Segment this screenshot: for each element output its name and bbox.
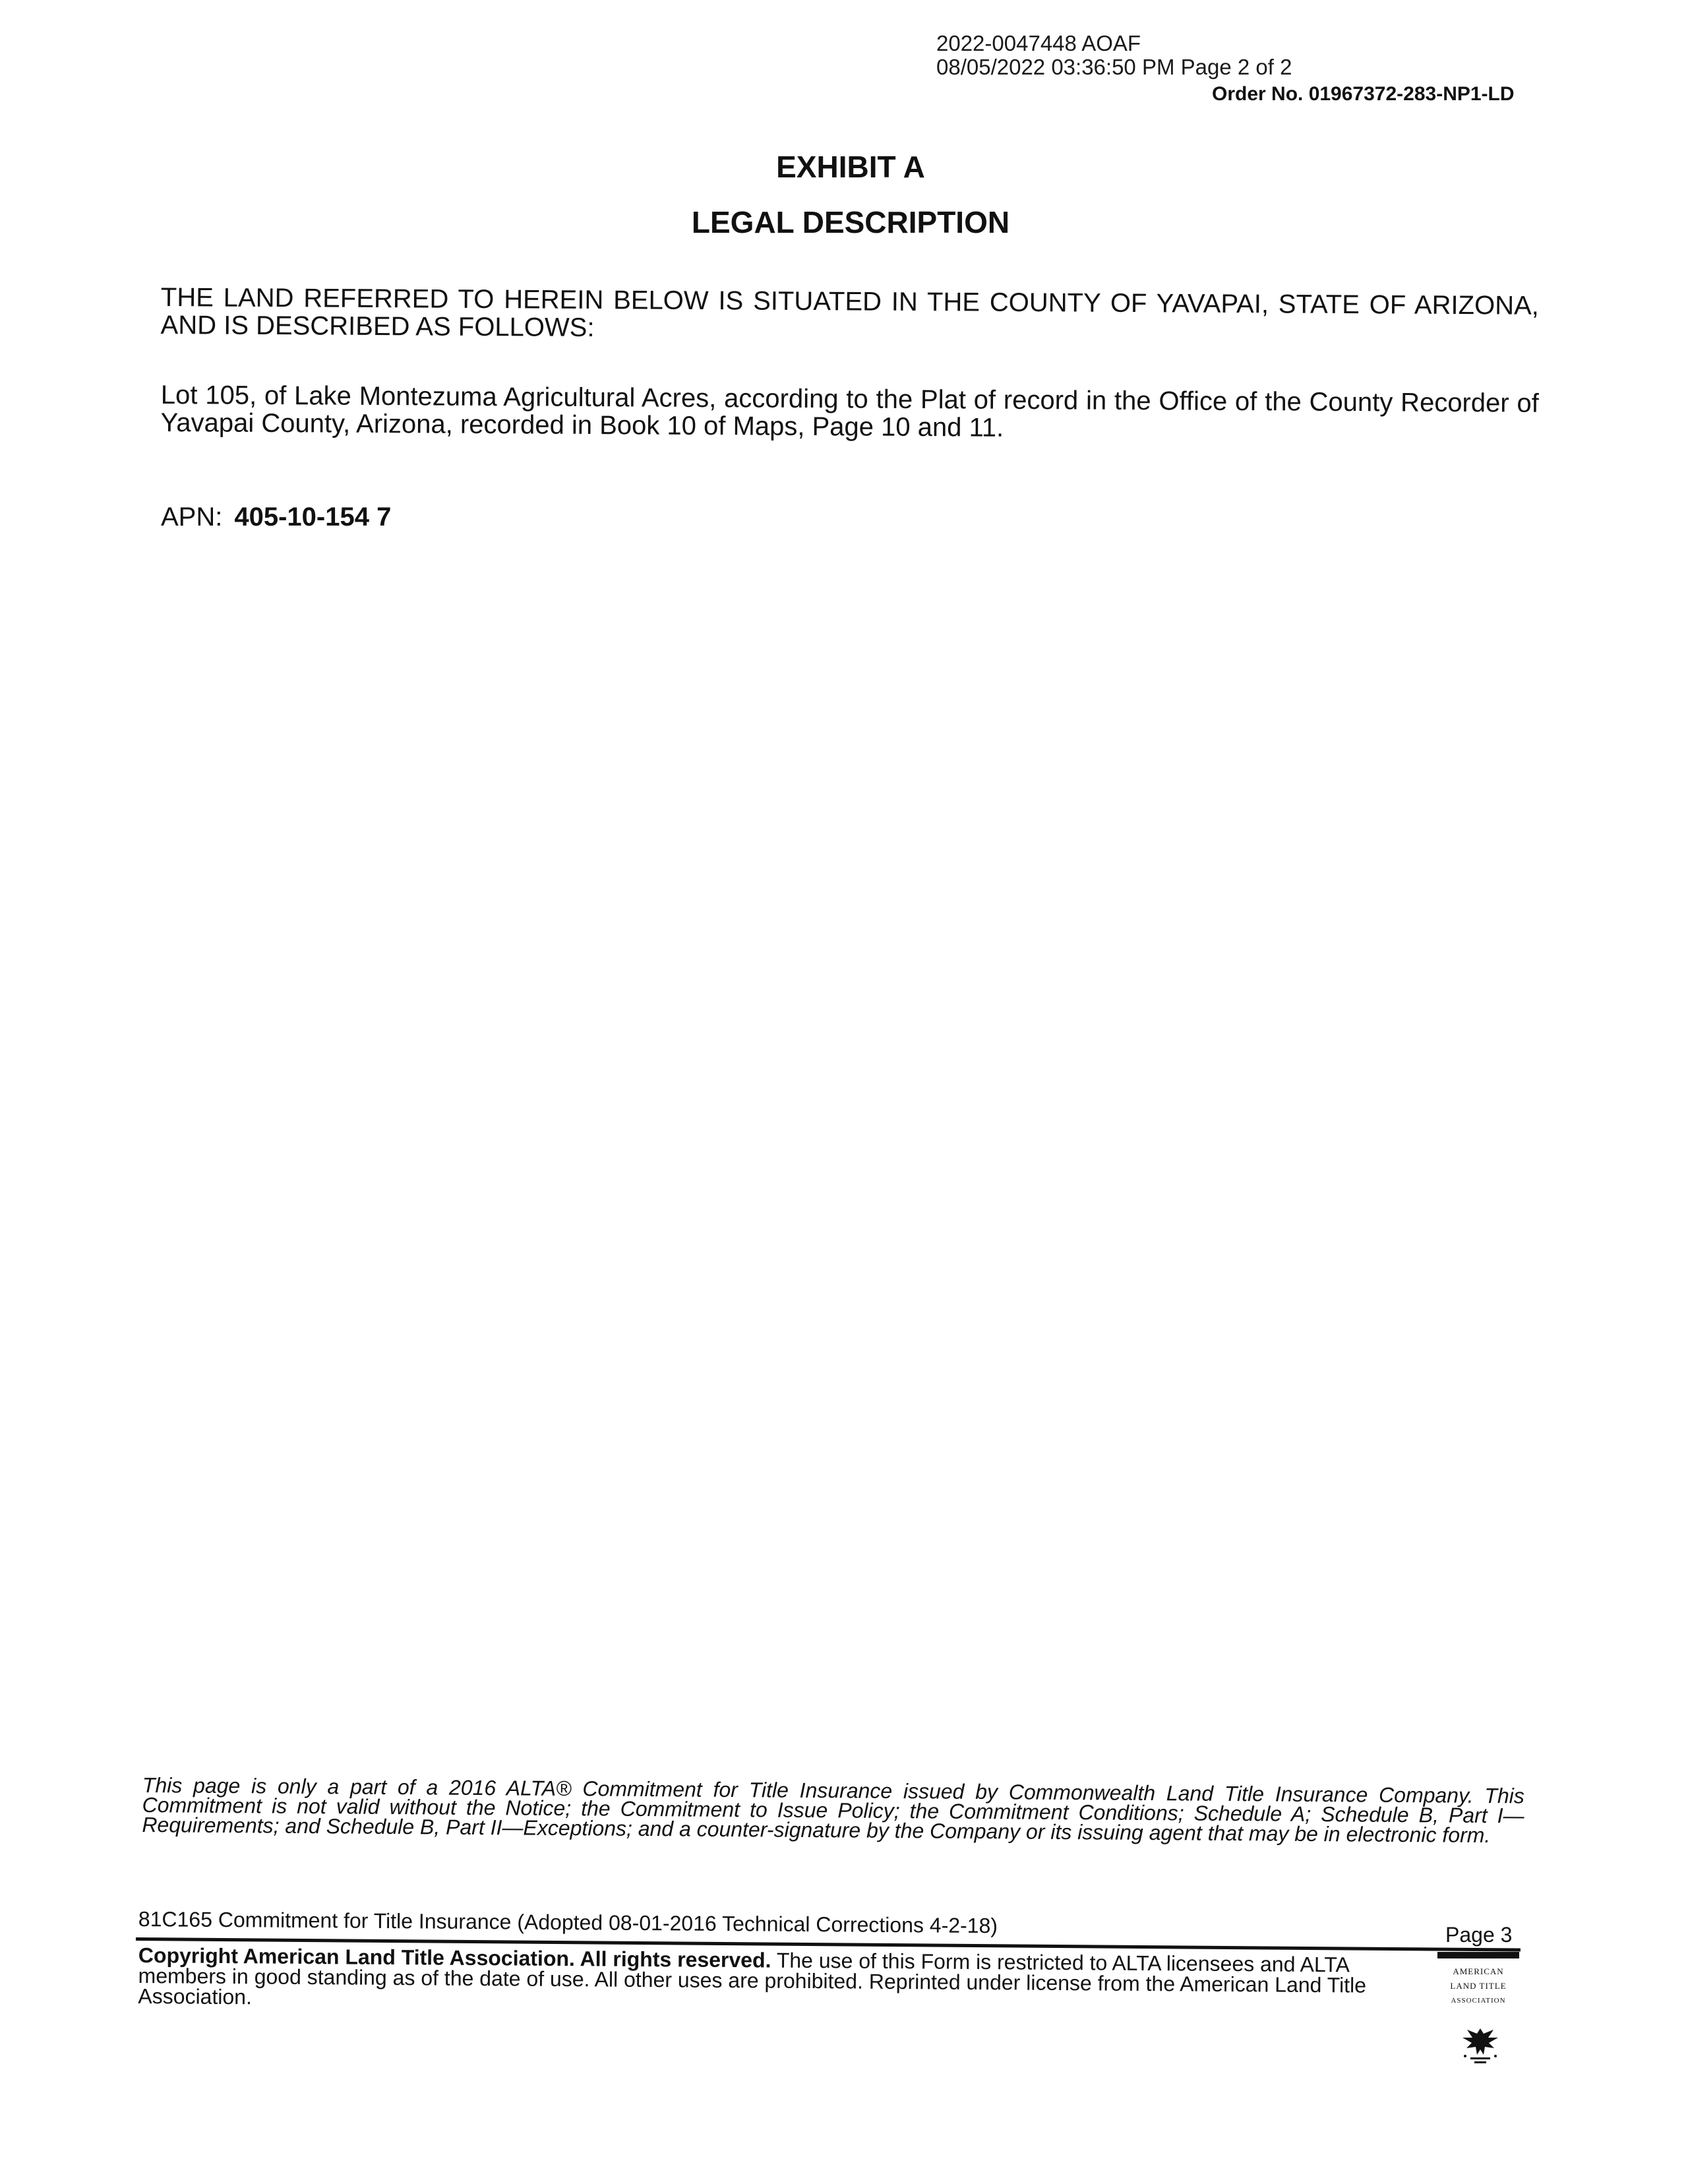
logo-line-2: LAND TITLE <box>1450 1981 1507 1991</box>
apn-value: 405-10-154 7 <box>234 502 392 531</box>
exhibit-title: EXHIBIT A <box>776 150 925 184</box>
alta-logo <box>1437 1952 1519 2071</box>
recording-stamp <box>936 32 1292 79</box>
legal-description-title: LEGAL DESCRIPTION <box>691 205 1010 239</box>
logo-bar <box>1437 1952 1519 1958</box>
page-number: Page 3 <box>1445 1923 1513 1947</box>
form-identifier: 81C165 Commitment for Title Insurance (Adopted 08-01-2016 Technical Corrections 4-2-18) <box>138 1907 998 1938</box>
copyright-bold: Copyright American Land Title Association. All rights reserved. <box>138 1943 771 1972</box>
intro-paragraph: THE LAND REFERRED TO HEREIN BELOW IS SITUATED IN THE COUNTY OF YAVAPAI, STATE OF ARIZONA, AND IS DESCRIBED AS FOLLOWS: <box>160 283 1539 343</box>
recording-number: 2022-0047448 AOAF <box>936 31 1141 55</box>
commitment-notice: This page is only a part of a 2016 ALTA® Commitment for Title Insurance issued by Commonwealth Land Title Insurance Company. This Commitment is not valid without the Notice; the Commitment to Issue Policy; the Commitment Conditions; Schedule A; Schedule B, Part I—Requirements; and Schedule B, Part II—Exceptions; and a counter-signature by the Company or its issuing agent that may be in electronic form. <box>142 1773 1524 1848</box>
recording-timestamp: 08/05/2022 03:36:50 PM Page 2 of 2 <box>936 55 1292 79</box>
logo-line-1: AMERICAN <box>1453 1966 1504 1976</box>
apn-line <box>161 502 391 532</box>
copyright-notice <box>138 1945 1411 2017</box>
apn-label: APN: <box>161 502 223 531</box>
order-number: Order No. 01967372-283-NP1-LD <box>1212 83 1515 105</box>
logo-line-3: ASSOCIATION <box>1451 1997 1506 2005</box>
copyright-text: The use of this Form is restricted to ALTA licensees and ALTA members in good standing as of the date of use. All other uses are prohibited. Reprinted under license from the American Land Title Association. <box>138 1948 1367 2009</box>
alta-eagle-icon <box>1457 2022 1503 2068</box>
lot-description-paragraph: Lot 105, of Lake Montezuma Agricultural Acres, according to the Plat of record in the Office of the County Recorder of Yavapai County, Arizona, recorded in Book 10 of Maps, Page 10 and 11. <box>160 380 1539 442</box>
